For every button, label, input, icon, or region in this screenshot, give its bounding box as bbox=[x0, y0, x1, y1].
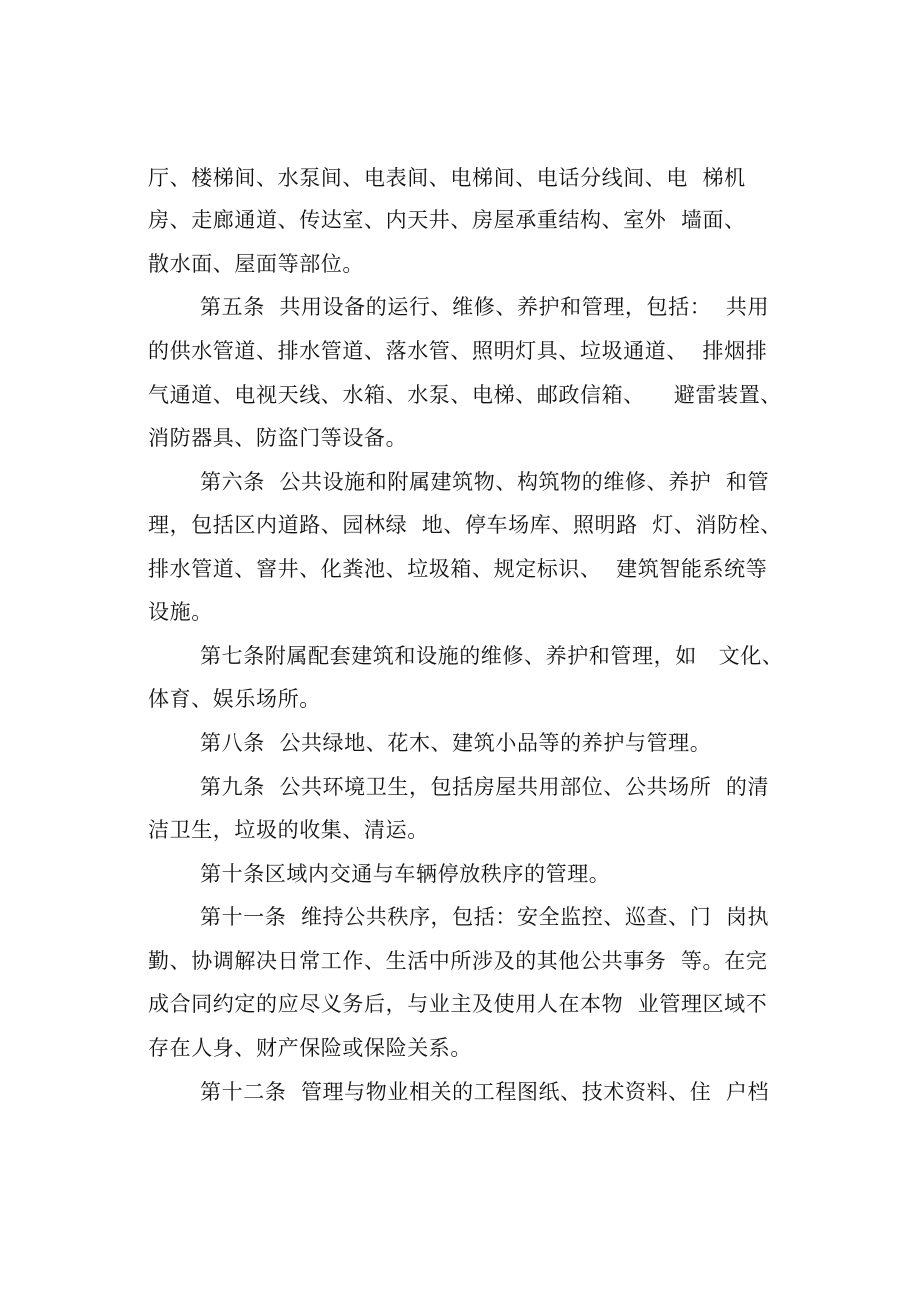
article-11-line-1: 第十一条 维持公共秩序，包括：安全监控、巡查、门 岗执 bbox=[200, 905, 770, 929]
article-6-line-3: 排水管道、窨井、化粪池、垃圾箱、规定标识、 建筑智能系统等 bbox=[148, 557, 768, 581]
article-8-line-1: 第八条 公共绿地、花木、建筑小品等的养护与管理。 bbox=[200, 731, 712, 755]
text-line-3: 散水面、屋面等部位。 bbox=[148, 252, 364, 276]
article-6-line-4: 设施。 bbox=[148, 600, 213, 624]
article-9-line-2: 洁卫生，垃圾的收集、清运。 bbox=[148, 818, 429, 842]
article-5-line-3: 气通道、电视天线、水箱、水泵、电梯、邮政信箱、 避雷装置、 bbox=[148, 383, 782, 407]
article-9-line-1: 第九条 公共环境卫生，包括房屋共用部位、公共场所 的清 bbox=[200, 775, 770, 799]
article-5-line-2: 的供水管道、排水管道、落水管、照明灯具、垃圾通道、 排烟排 bbox=[148, 339, 768, 363]
text-line-1: 厅、楼梯间、水泵间、电表间、电梯间、电话分线间、电 梯机 bbox=[148, 166, 746, 190]
article-6-line-2: 理，包括区内道路、园林绿 地、停车场库、照明路 灯、消防栓、 bbox=[148, 513, 782, 537]
article-12-line-1: 第十二条 管理与物业相关的工程图纸、技术资料、住 户档 bbox=[200, 1080, 770, 1104]
article-5-line-1: 第五条 共用设备的运行、维修、养护和管理，包括： 共用 bbox=[200, 295, 770, 319]
article-11-line-3: 成合同约定的应尽义务后，与业主及使用人在本物 业管理区域不 bbox=[148, 992, 768, 1016]
article-10-line-1: 第十条区域内交通与车辆停放秩序的管理。 bbox=[200, 862, 611, 886]
article-5-line-4: 消防器具、防盗门等设备。 bbox=[148, 426, 408, 450]
article-11-line-2: 勤、协调解决日常工作、生活中所涉及的其他公共事务 等。在完 bbox=[148, 949, 768, 973]
text-line-2: 房、走廊通道、传达室、内天井、房屋承重结构、室外 墙面、 bbox=[148, 208, 746, 232]
article-7-line-2: 体育、娱乐场所。 bbox=[148, 687, 321, 711]
article-6-line-1: 第六条 公共设施和附属建筑物、构筑物的维修、养护 和管 bbox=[200, 470, 770, 494]
article-7-line-1: 第七条附属配套建筑和设施的维修、养护和管理，如 文化、 bbox=[200, 644, 784, 668]
article-11-line-4: 存在人身、财产保险或保险关系。 bbox=[148, 1036, 472, 1060]
